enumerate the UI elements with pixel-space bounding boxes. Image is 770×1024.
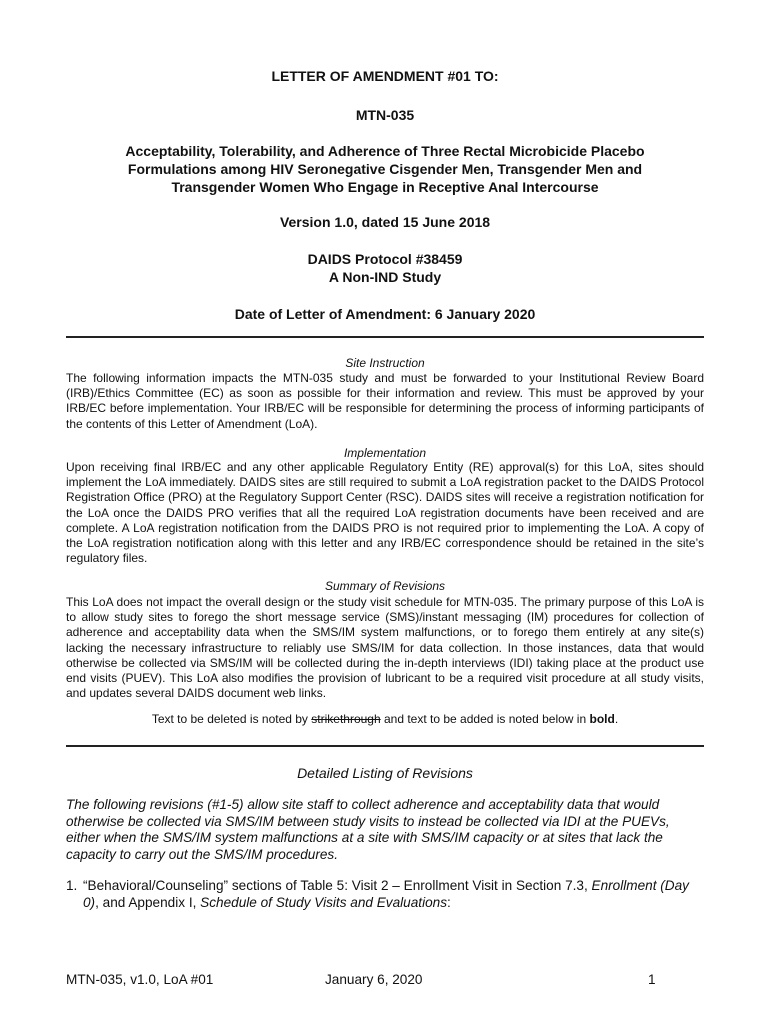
implementation-body: Upon receiving final IRB/EC and any other applicable Regulatory Entity (RE) approval(s) for this LoA, sites should implement the LoA immediately. DAIDS sites are still required to submit a LoA registration packet to the DAIDS Protocol Registration Office (PRO) at the Regulatory Support Center (RSC). DAIDS sites will receive a registration notification for the LoA once the DAIDS PRO verifies that all the required LoA registration documents have been received and are complete. A LoA registration notification from the DAIDS PRO is not required prior to implementing the LoA. A copy of the LoA registration notification along with this letter and any IRB/EC correspondence should be retained in the site’s regulatory files. — [66, 460, 704, 566]
bottom-divider — [66, 745, 704, 747]
notation-bold-example: bold — [589, 712, 615, 726]
notation-strikethrough-example: strikethrough — [311, 712, 381, 726]
study-title-line-2: Formulations among HIV Seronegative Cisgender Men, Transgender Men and — [127, 161, 643, 177]
implementation-title: Implementation — [343, 446, 427, 460]
version-line: Version 1.0, dated 15 June 2018 — [279, 214, 491, 230]
revision-item-1-number: 1. — [66, 878, 78, 893]
loa-date: Date of Letter of Amendment: 6 January 2020 — [234, 306, 536, 322]
footer-date: January 6, 2020 — [325, 972, 423, 987]
summary-title: Summary of Revisions — [324, 579, 446, 593]
footer-page-number: 1 — [648, 972, 656, 987]
daids-protocol: DAIDS Protocol #38459 — [307, 251, 463, 267]
footer-doc-ref: MTN-035, v1.0, LoA #01 — [66, 972, 214, 987]
notation-legend — [66, 712, 704, 726]
revision-item-1-text — [83, 878, 704, 911]
non-ind-study: A Non-IND Study — [328, 269, 442, 285]
site-instruction-title: Site Instruction — [345, 356, 425, 370]
detailed-listing-title: Detailed Listing of Revisions — [297, 765, 473, 781]
item-1-italic-a: Enrollment (Day 0) — [83, 878, 689, 910]
study-title — [60, 142, 710, 196]
item-1-italic-b: Schedule of Study Visits and Evaluations — [200, 894, 448, 910]
notation-before: Text to be deleted is noted by — [151, 712, 312, 726]
item-1-text-a: “Behavioral/Counseling” sections of Table 5: Visit 2 – Enrollment Visit in Section 7.3, — [83, 878, 592, 893]
item-1-text-b: , and Appendix I, — [95, 894, 201, 910]
protocol-id: MTN-035 — [355, 107, 415, 123]
notation-middle: and text to be added is noted below in — [380, 712, 590, 726]
notation-end: . — [614, 712, 619, 726]
site-instruction-body: The following information impacts the MTN-035 study and must be forwarded to your Institutional Review Board (IRB)/Ethics Committee (EC) as soon as possible for their information and review. This must be approved by your IRB/EC before implementation. Your IRB/EC will be responsible for determining the process of informing participants of the contents of this Letter of Amendment (LoA). — [66, 371, 704, 431]
study-title-line-3: Transgender Women Who Engage in Receptive Anal Intercourse — [171, 179, 599, 195]
summary-body: This LoA does not impact the overall design or the study visit schedule for MTN-035. The primary purpose of this LoA is to allow study sites to forego the short message service (SMS)/instant messaging (IM) procedures for collection of adherence and acceptability data when the SMS/IM system malfunctions, or to forego them entirely at any site(s) lacking the necessary infrastructure to reliably use SMS/IM for data collection. In those instances, data that would otherwise be collected via SMS/IM will be collected during the in-depth interviews (IDI) taking place at the product use end visits (PUEV). This LoA also modifies the provision of lubricant to be a required visit procedure at all study visits, and updates several DAIDS document web links. — [66, 595, 704, 701]
study-title-line-1: Acceptability, Tolerability, and Adherence of Three Rectal Microbicide Placebo — [125, 143, 645, 159]
revisions-intro: The following revisions (#1-5) allow site staff to collect adherence and acceptability data that would otherwise be collected via SMS/IM between study visits to instead be collected via IDI at the PUEVs, either when the SMS/IM system malfunctions at a site with SMS/IM capacity or at sites that lack the capacity to carry out the SMS/IM procedures. — [66, 797, 670, 862]
top-divider — [66, 336, 704, 338]
revision-item-1 — [66, 878, 704, 911]
item-1-text-c: : — [447, 894, 451, 910]
amendment-heading: LETTER OF AMENDMENT #01 TO: — [271, 68, 499, 84]
